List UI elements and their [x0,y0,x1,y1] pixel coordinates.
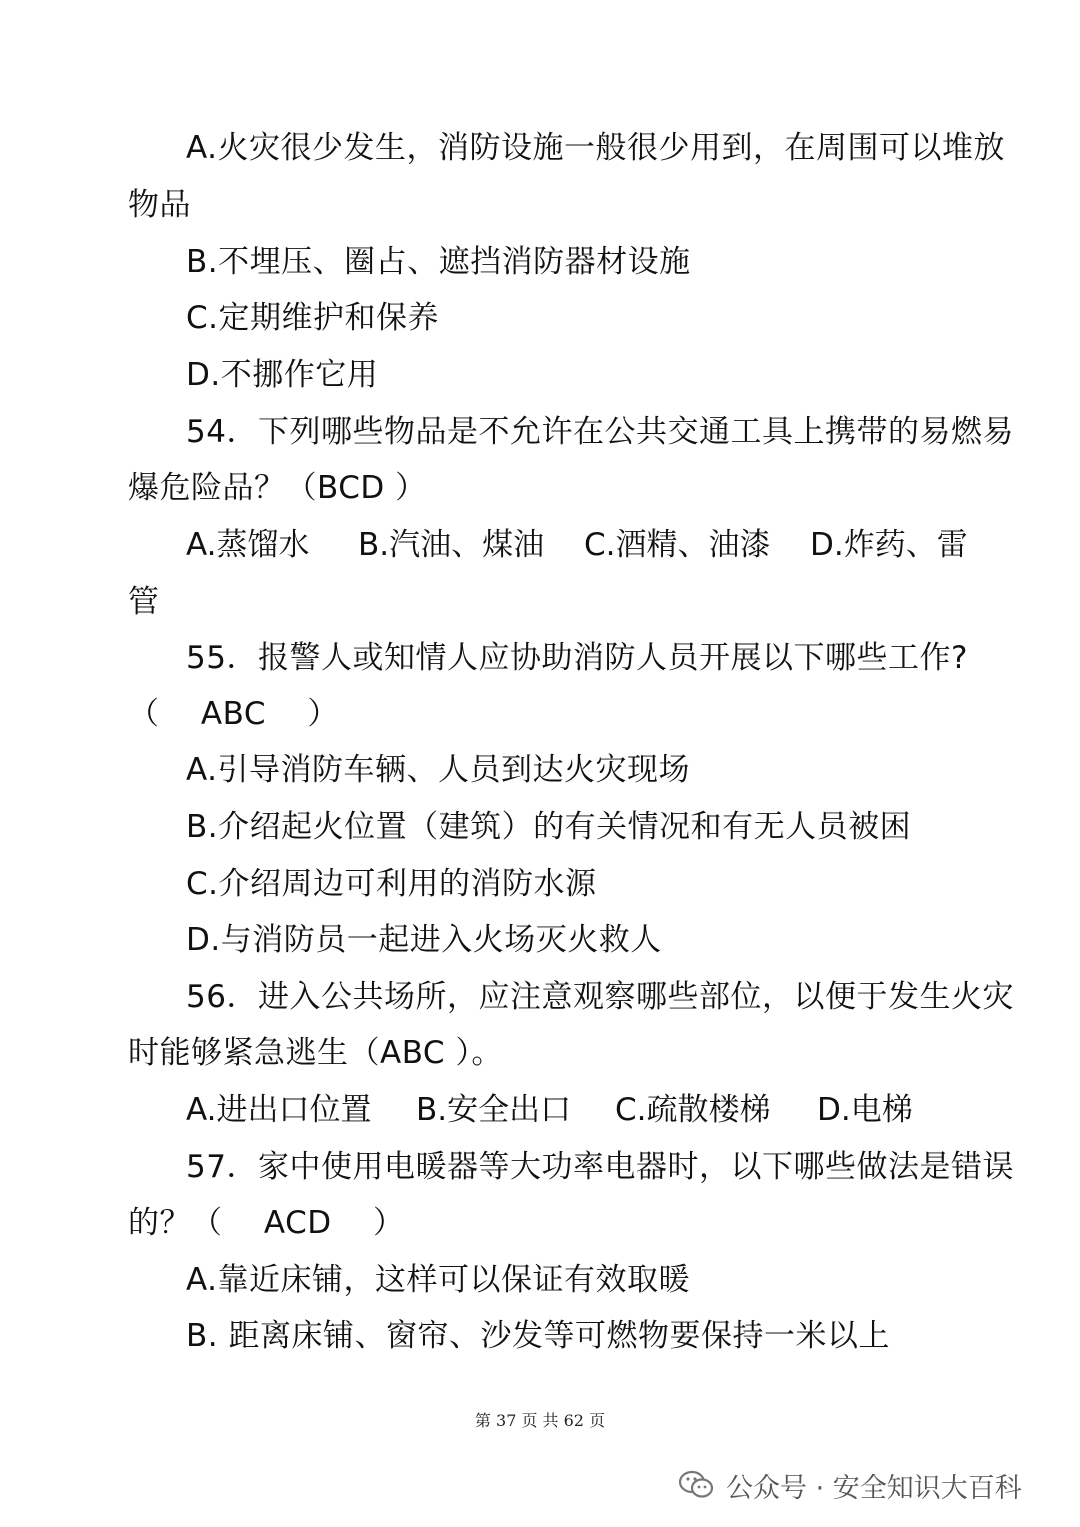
page-footer: 第 37 页 共 62 页 [474,1411,606,1430]
question-57: 57．家中使用电暖器等大功率电器时，以下哪些做法是错误 [186,1149,1014,1185]
option-line: D.与消防员一起进入火场灭火救人 [186,922,662,958]
question-55: 55．报警人或知情人应协助消防人员开展以下哪些工作? [186,640,968,676]
question-57-answer: 的？（ ACD ） [128,1205,405,1241]
option-line: B.介绍起火位置（建筑）的有关情况和有无人员被困 [186,809,912,845]
option-line: A.引导消防车辆、人员到达火灾现场 [186,752,691,788]
q54-option-b: B.汽油、煤油 [358,527,545,563]
option-line: 管 [128,584,160,620]
wechat-icon [678,1470,714,1500]
question-55-answer: （ ABC ） [128,696,339,732]
question-54-cont: 爆危险品？（BCD ） [128,470,427,506]
option-line: C.介绍周边可利用的消防水源 [186,866,597,902]
option-line: B. 距离床铺、窗帘、沙发等可燃物要保持一米以上 [186,1318,890,1354]
q56-option-d: D.电梯 [817,1092,913,1128]
watermark [678,1463,1022,1507]
option-line: A.靠近床铺，这样可以保证有效取暖 [186,1262,691,1298]
option-line: B.不埋压、圈占、遮挡消防器材设施 [186,244,691,280]
q54-option-a: A.蒸馏水 [186,527,310,563]
watermark-text: 公众号 · 安全知识大百科 [726,1472,1022,1504]
option-line: 物品 [128,187,191,223]
question-56-cont: 时能够紧急逃生（ABC ）。 [128,1035,503,1071]
option-line: A.火灾很少发生，消防设施一般很少用到，在周围可以堆放 [186,130,1006,166]
q56-option-b: B.安全出口 [416,1092,572,1128]
question-56: 56．进入公共场所，应注意观察哪些部位，以便于发生火灾 [186,979,1014,1015]
q56-option-c: C.疏散楼梯 [615,1092,771,1128]
q54-option-d: D.炸药、雷 [810,527,968,563]
option-line: C.定期维护和保养 [186,300,439,336]
option-line: D.不挪作它用 [186,357,379,393]
question-54: 54．下列哪些物品是不允许在公共交通工具上携带的易燃易 [186,414,1014,450]
q54-option-c: C.酒精、油漆 [584,527,771,563]
q56-option-a: A.进出口位置 [186,1092,372,1128]
